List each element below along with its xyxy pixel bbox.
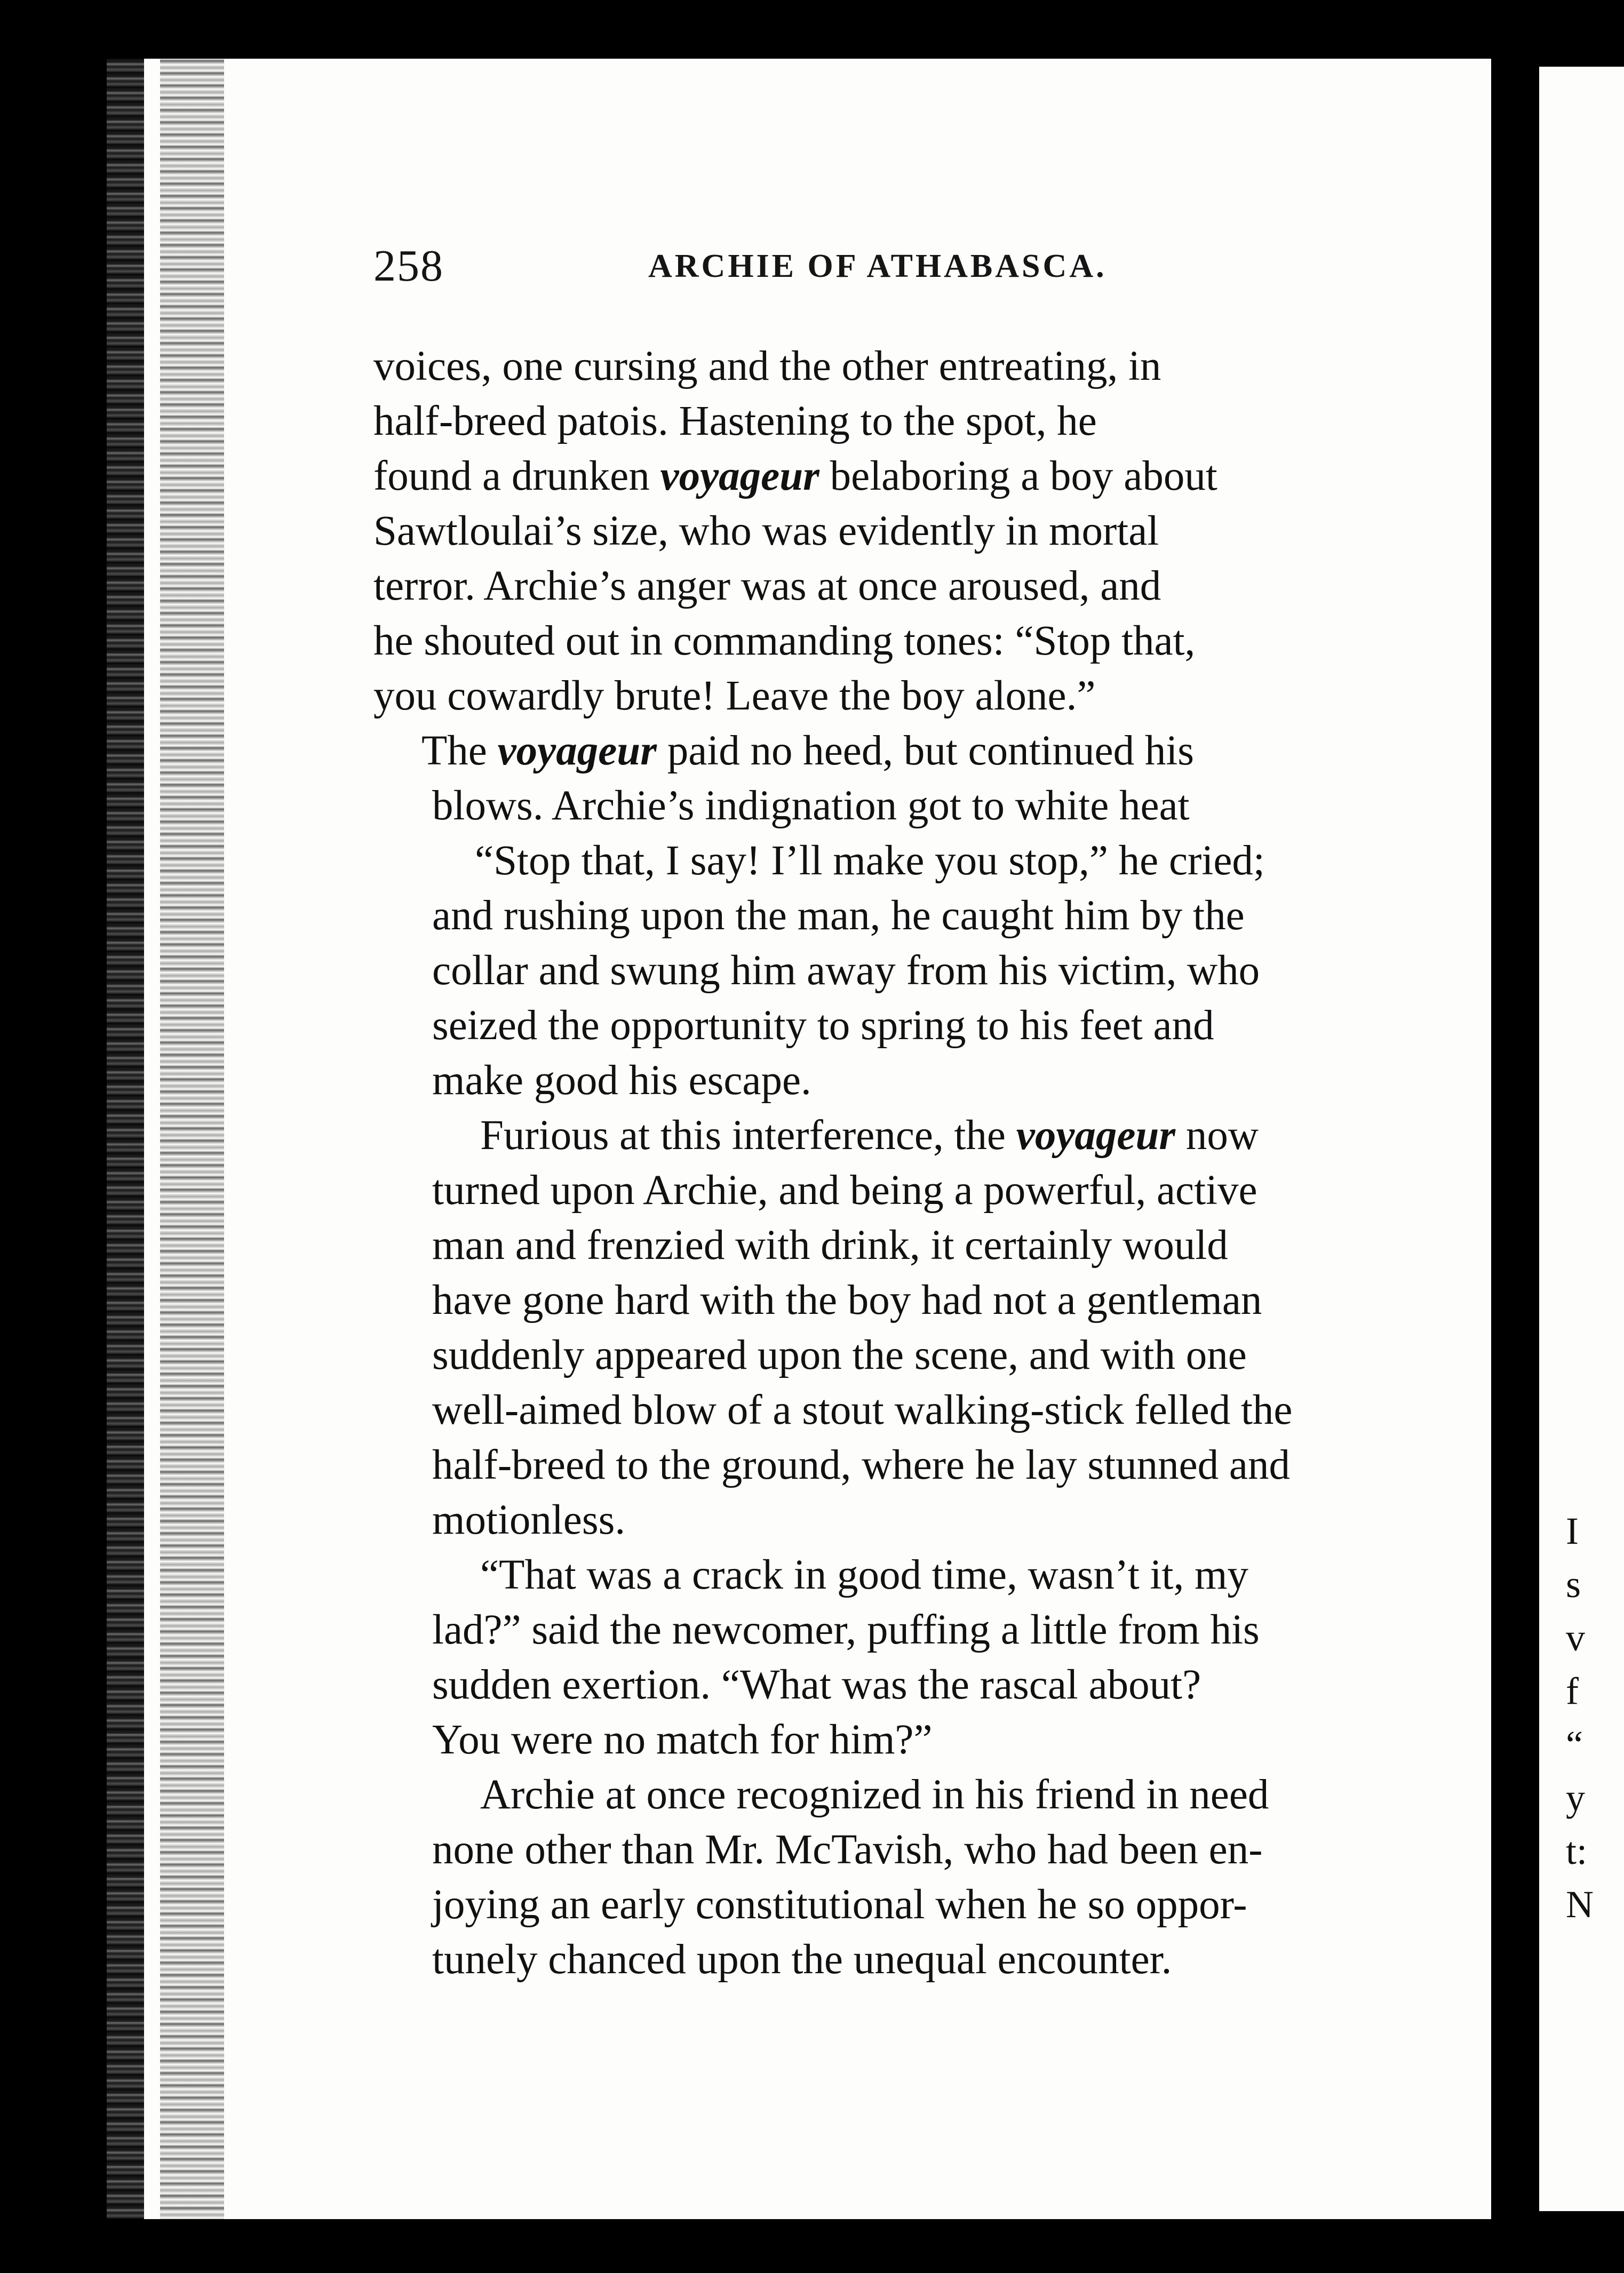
- text-line: joying an early constitutional when he so oppor-: [432, 1881, 1247, 1928]
- text-line: seized the opportunity to spring to his feet and: [432, 1002, 1214, 1049]
- running-title: ARCHIE OF ATHABASCA.: [648, 248, 1107, 284]
- paragraph: [373, 339, 1403, 723]
- text-line: you cowardly brute! Leave the boy alone.”: [373, 673, 1096, 719]
- body-text: [373, 339, 1403, 1987]
- paragraph: [373, 1548, 1403, 1767]
- text-line: well-aimed blow of a stout walking-stick felled the: [432, 1387, 1293, 1433]
- text-line: sudden exertion. “What was the rascal about?: [432, 1662, 1201, 1708]
- page-number: 258: [373, 241, 444, 291]
- text-run: The: [421, 728, 498, 774]
- text-line: half-breed patois. Hastening to the spot, he: [373, 398, 1097, 444]
- next-page-fragment: [1566, 1504, 1619, 1931]
- text-line: blows. Archie’s indignation got to white heat: [432, 783, 1190, 829]
- text-line: terror. Archie’s anger was at once aroused, and: [373, 563, 1161, 609]
- fragment-letter: t:: [1566, 1830, 1588, 1872]
- paragraph: [373, 1767, 1403, 1987]
- text-line: Sawtloulai’s size, who was evidently in mortal: [373, 508, 1159, 554]
- fragment-letter: “: [1566, 1723, 1583, 1766]
- text-line: You were no match for him?”: [432, 1717, 933, 1763]
- paragraph: [373, 723, 1403, 833]
- text-line: [373, 1108, 1403, 1163]
- fragment-letter: y: [1566, 1776, 1585, 1819]
- binding-shadow: [160, 59, 224, 2219]
- text-line: motionless.: [432, 1497, 626, 1543]
- fragment-letter: s: [1566, 1563, 1581, 1606]
- text-line: [373, 449, 1403, 504]
- text-line: suddenly appeared upon the scene, and with one: [432, 1332, 1247, 1378]
- text-line: half-breed to the ground, where he lay stunned and: [432, 1442, 1290, 1488]
- text-line: make good his escape.: [432, 1057, 811, 1104]
- fragment-letter: f: [1566, 1670, 1579, 1712]
- paragraph: [373, 1108, 1403, 1548]
- text-line: man and frenzied with drink, it certainly would: [432, 1222, 1228, 1269]
- text-line: “Stop that, I say! I’ll make you stop,” he cried;: [475, 838, 1265, 884]
- text-run: now: [1175, 1112, 1259, 1159]
- text-line: lad?” said the newcomer, puffing a little from his: [432, 1607, 1260, 1653]
- fragment-letter: v: [1566, 1616, 1585, 1659]
- italic-word: voyageur: [497, 728, 657, 774]
- text-line: he shouted out in commanding tones: “Stop that,: [373, 618, 1196, 664]
- text-line: Archie at once recognized in his friend in need: [480, 1772, 1269, 1818]
- text-run: Furious at this interference, the: [480, 1112, 1016, 1159]
- text-run: belaboring a boy about: [819, 453, 1217, 499]
- text-line: none other than Mr. McTavish, who had been en-: [432, 1827, 1263, 1873]
- text-line: [373, 723, 1403, 778]
- paragraph: [373, 833, 1403, 1108]
- text-line: “That was a crack in good time, wasn’t it, my: [480, 1552, 1248, 1598]
- text-line: collar and swung him away from his victim, who: [432, 947, 1260, 994]
- text-line: have gone hard with the boy had not a gentleman: [432, 1277, 1262, 1323]
- italic-word: voyageur: [660, 453, 819, 499]
- text-line: tunely chanced upon the unequal encounter.: [432, 1936, 1172, 1983]
- text-line: voices, one cursing and the other entreating, in: [373, 343, 1161, 389]
- fragment-letter: I: [1566, 1510, 1579, 1552]
- text-line: turned upon Archie, and being a powerful, active: [432, 1167, 1257, 1214]
- text-run: found a drunken: [373, 453, 660, 499]
- text-run: paid no heed, but continued his: [656, 728, 1195, 774]
- text-line: and rushing upon the man, he caught him by the: [432, 892, 1245, 939]
- page-header: [373, 240, 1280, 291]
- fragment-letter: N: [1566, 1883, 1594, 1926]
- italic-word: voyageur: [1016, 1112, 1176, 1159]
